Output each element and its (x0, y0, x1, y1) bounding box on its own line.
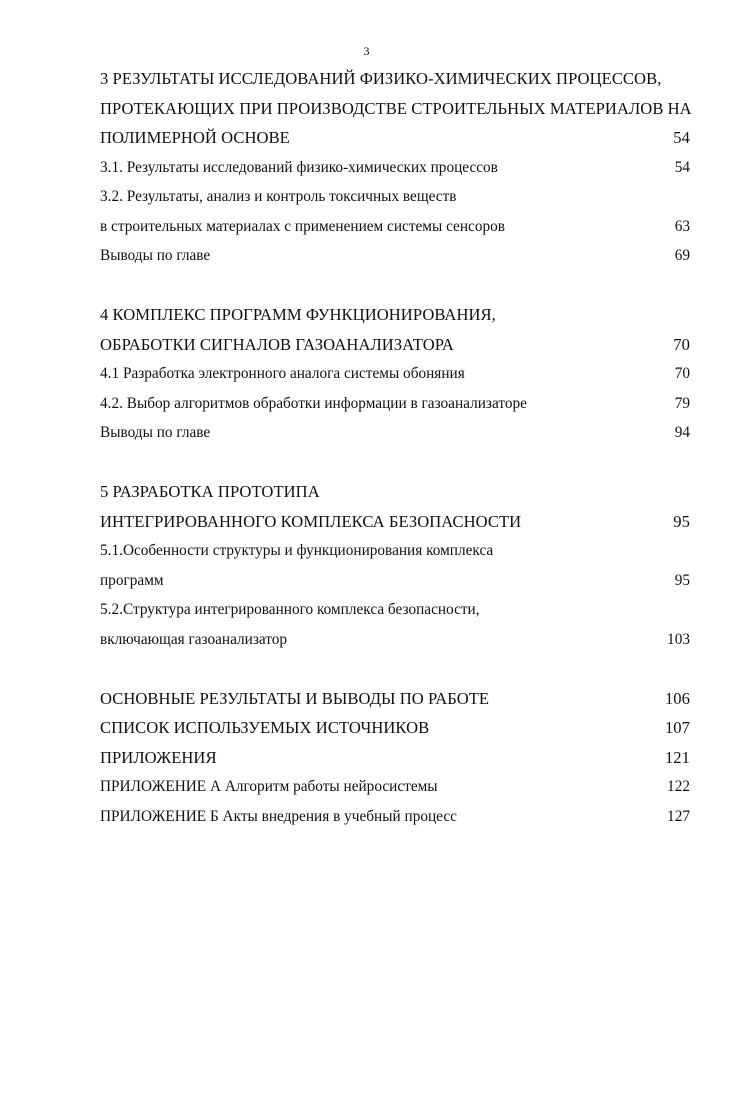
toc-section-5 (100, 477, 690, 654)
page-ref: 103 (667, 630, 690, 648)
section-spacer (100, 271, 690, 301)
section-title-line: ОБРАБОТКИ СИГНАЛОВ ГАЗОАНАЛИЗАТОРА (100, 334, 454, 354)
page-ref: 95 (674, 571, 690, 589)
toc-entry (100, 713, 690, 743)
toc-entry (100, 536, 690, 566)
page-ref: 54 (674, 158, 690, 176)
entry-title: СПИСОК ИСПОЛЬЗУЕМЫХ ИСТОЧНИКОВ (100, 718, 430, 737)
section-spacer (100, 654, 690, 684)
subsection-title: 5.2.Структура интегрированного комплекса безопасности, (100, 601, 480, 618)
subsection-title: в строительных материалах с применением системы сенсоров (100, 217, 505, 235)
subsection-title: 3.1. Результаты исследований физико-химических процессов (100, 158, 498, 176)
subsection-title: Выводы по главе (100, 424, 211, 441)
page-ref: 122 (667, 778, 690, 795)
toc-entry (100, 595, 690, 625)
toc-entry (100, 241, 690, 271)
page-ref: 127 (667, 807, 690, 825)
toc-entry (100, 418, 690, 448)
toc-entry (100, 477, 690, 507)
subsection-title: 5.1.Особенности структуры и функционирования комплекса (100, 542, 494, 559)
subsection-title: включающая газоанализатор (100, 630, 288, 648)
page-ref: 63 (674, 217, 690, 235)
entry-title: ПРИЛОЖЕНИЕ А Алгоритм работы нейросистемы (100, 778, 438, 795)
subsection-title: Выводы по главе (100, 247, 211, 264)
page-ref: 121 (664, 747, 690, 767)
toc-entry (100, 625, 690, 655)
page-number: 3 (363, 44, 370, 58)
toc-entry (100, 94, 690, 124)
section-spacer (100, 448, 690, 478)
subsection-title: программ (100, 571, 164, 589)
toc-entry (100, 743, 690, 773)
page-ref: 70 (674, 365, 690, 382)
page-ref: 54 (673, 128, 690, 147)
toc-section-3 (100, 64, 690, 271)
toc-final-entries (100, 684, 690, 832)
page-ref: 69 (674, 247, 690, 264)
toc-entry (100, 300, 690, 330)
subsection-title: 3.2. Результаты, анализ и контроль токсичных веществ (100, 188, 457, 205)
toc-entry (100, 212, 690, 242)
toc-entry (100, 684, 690, 714)
toc-entry (100, 802, 690, 832)
page-ref: 70 (673, 334, 690, 354)
page-ref: 94 (674, 424, 690, 441)
section-title-line: 3 РЕЗУЛЬТАТЫ ИССЛЕДОВАНИЙ ФИЗИКО-ХИМИЧЕСКИХ ПРОЦЕССОВ, (100, 69, 662, 88)
subsection-title: 4.2. Выбор алгоритмов обработки информации в газоанализаторе (100, 394, 527, 412)
page-ref: 95 (673, 511, 690, 531)
entry-title: ПРИЛОЖЕНИЕ Б Акты внедрения в учебный процесс (100, 807, 457, 825)
toc-entry (100, 566, 690, 596)
toc-entry (100, 182, 690, 212)
toc-entry (100, 153, 690, 183)
toc-entry (100, 359, 690, 389)
section-title-line: 5 РАЗРАБОТКА ПРОТОТИПА (100, 482, 320, 501)
entry-title: ОСНОВНЫЕ РЕЗУЛЬТАТЫ И ВЫВОДЫ ПО РАБОТЕ (100, 688, 490, 708)
section-title-line: ПОЛИМЕРНОЙ ОСНОВЕ (100, 128, 290, 147)
toc-entry (100, 64, 690, 94)
subsection-title: 4.1 Разработка электронного аналога системы обоняния (100, 365, 465, 382)
section-title-line: 4 КОМПЛЕКС ПРОГРАММ ФУНКЦИОНИРОВАНИЯ, (100, 305, 496, 324)
section-title-line: ИНТЕГРИРОВАННОГО КОМПЛЕКСА БЕЗОПАСНОСТИ (100, 511, 522, 531)
page-ref: 107 (664, 718, 690, 737)
page-ref: 106 (664, 688, 690, 708)
table-of-contents (100, 64, 690, 831)
entry-title: ПРИЛОЖЕНИЯ (100, 747, 217, 767)
toc-entry (100, 330, 690, 360)
toc-entry (100, 507, 690, 537)
toc-entry (100, 389, 690, 419)
toc-section-4 (100, 300, 690, 448)
toc-entry (100, 772, 690, 802)
section-title-line: ПРОТЕКАЮЩИХ ПРИ ПРОИЗВОДСТВЕ СТРОИТЕЛЬНЫХ МАТЕРИАЛОВ НА (100, 98, 692, 118)
toc-entry (100, 123, 690, 153)
page-ref: 79 (674, 394, 690, 412)
